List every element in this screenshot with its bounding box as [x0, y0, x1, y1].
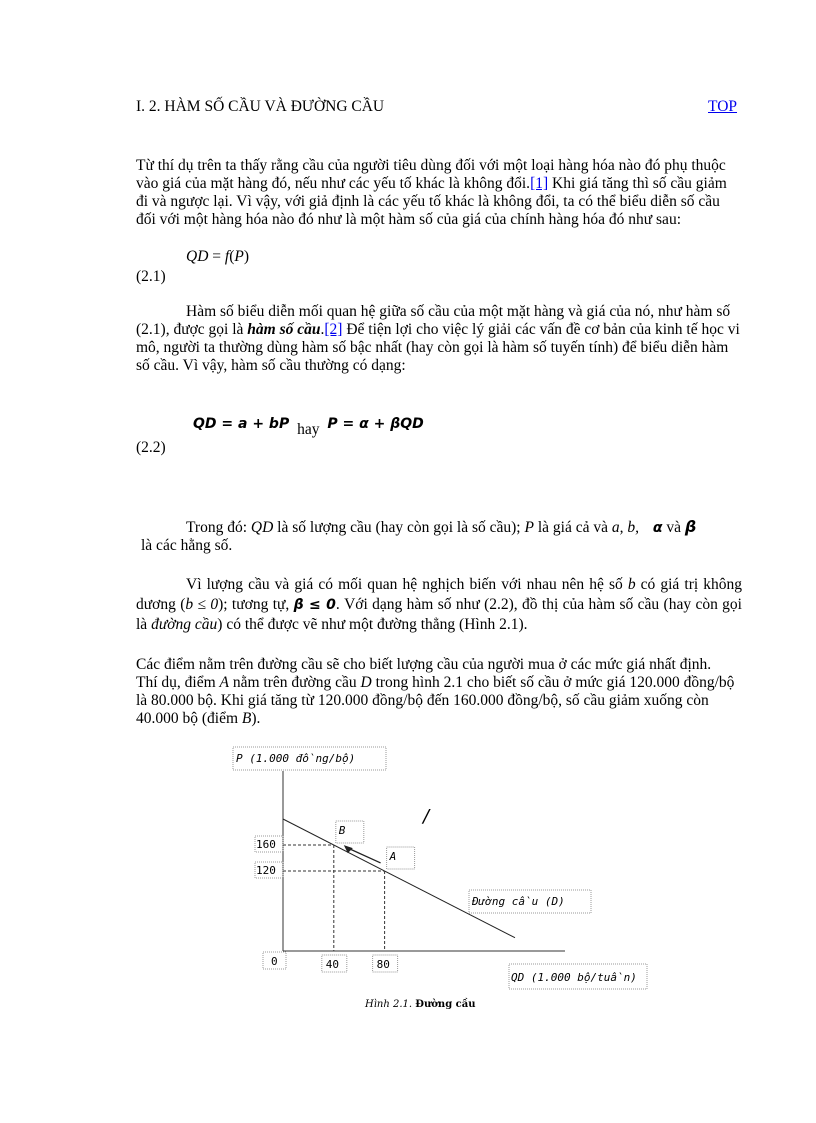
term-ham-so-cau: hàm số cầu	[247, 321, 321, 338]
top-link[interactable]: TOP	[708, 98, 738, 115]
point-label-b: B	[338, 824, 346, 837]
x-tick-label-40: 40	[325, 958, 340, 971]
formula-2-1: QD = f(P)	[186, 248, 250, 265]
x-axis-label: QD (1.000 bộ/tuần)	[511, 971, 637, 984]
origin-label: 0	[271, 955, 278, 968]
paragraph-4: Vì lượng cầu và giá có mối quan hệ nghịch biến với nhau nên hệ số b có giá trị không dương (b ≤ 0); tương tự, β ≤ 0. Với dạng hàm số như (2.2), đồ thị của hàm số cầu (hay còn gọi là đường cầu) có thể được vẽ như một đường thẳng (Hình 2.1).	[136, 576, 742, 633]
formula-left: QD = a + bP	[193, 416, 290, 432]
x-tick-label-80: 80	[376, 958, 390, 971]
stray-mark: /	[423, 806, 430, 827]
paragraph-2: Hàm số biểu diễn mối quan hệ giữa số cầu của một mặt hàng và giá của nó, như hàm số (2.1), được gọi là hàm số cầu.[2] Để tiện lợi cho việc lý giải các vấn đề cơ bản của kinh tế học vi mô, người ta thường dùng hàm số bậc nhất (hay còn gọi là hàm số tuyến tính) để biểu diễn hàm số cầu. Vì vậy, hàm số cầu thường có dạng:	[136, 303, 740, 374]
formula-right: P = α + βQD	[327, 416, 424, 432]
paragraph-3-line1: Trong đó: QD là số lượng cầu (hay còn gọi là số cầu); P là giá cả và a, b, α và β	[186, 517, 697, 536]
curve-label: Đường cầu (D)	[472, 895, 565, 908]
formula-2-2	[193, 415, 424, 438]
paragraph-1	[136, 157, 736, 229]
movement-arrow-head	[344, 845, 353, 853]
formula-2-2-number: (2.2)	[136, 439, 166, 456]
demand-line	[283, 819, 515, 938]
y-tick-label-120: 120	[256, 864, 276, 877]
formula-connector: hay	[297, 421, 320, 438]
footnote-ref-1[interactable]: [1]	[530, 175, 549, 192]
figure-caption: Hình 2.1. Đường cầu	[365, 999, 476, 1010]
beta-symbol: β	[684, 517, 697, 536]
y-axis-label: P (1.000 đồng/bộ)	[236, 752, 356, 765]
section-title: I. 2. HÀM SỐ CẦU VÀ ĐƯỜNG CẦU	[136, 98, 385, 115]
paragraph-1-text-cont: Khi giá tăng thì số cầu giảm đi và ngược lại. Vì vậy, với giả định là các yếu tố khác là không đổi, ta có thể biểu diễn số cầu đối với một hàng hóa nào đó như là một hàm số của giá của chính hàng hóa đó như sau:	[136, 175, 727, 228]
paragraph-3-line2: là các hằng số.	[141, 537, 233, 554]
footnote-ref-2[interactable]: [2]	[324, 321, 343, 338]
demand-curve-chart	[225, 745, 655, 1015]
y-tick-label-160: 160	[256, 838, 276, 851]
beta-condition: β ≤ 0	[293, 597, 336, 613]
paragraph-1-text: Từ thí dụ trên ta thấy rằng cầu của người tiêu dùng đối với một loại hàng hóa nào đó phụ thuộc vào giá của mặt hàng đó, nếu như các yếu tố khác là không đổi.	[136, 157, 726, 192]
formula-2-1-number: (2.1)	[136, 268, 166, 285]
alpha-symbol: α	[652, 520, 663, 536]
paragraph-5: Các điểm nằm trên đường cầu sẽ cho biết lượng cầu của người mua ở các mức giá nhất định. Thí dụ, điểm A nằm trên đường cầu D trong hình 2.1 cho biết số cầu ở mức giá 120.000 đồng/bộ là 80.000 bộ. Khi giá tăng từ 120.000 đồng/bộ đến 160.000 đồng/bộ, số cầu giảm xuống còn 40.000 bộ (điểm B).	[136, 656, 735, 727]
point-label-a: A	[389, 850, 397, 863]
